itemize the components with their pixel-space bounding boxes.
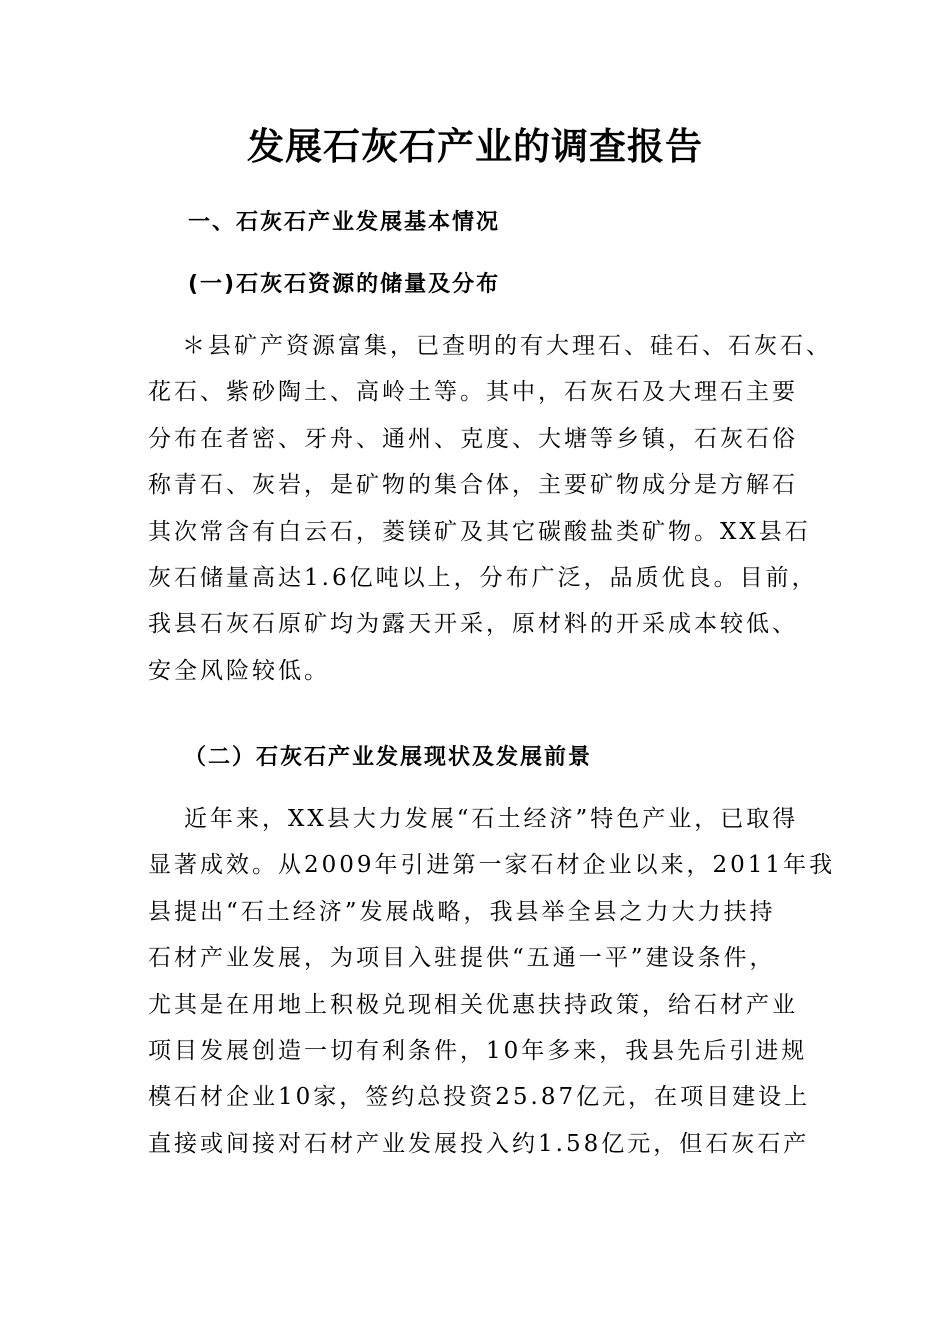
document-title: 发展石灰石产业的调查报告 bbox=[247, 124, 703, 168]
paragraph-line: 其次常含有白云石，菱镁矿及其它碳酸盐类矿物。XX县石 bbox=[148, 518, 811, 545]
paragraph-line: 近年来，XX县大力发展“石土经济”特色产业，已取得 bbox=[184, 806, 799, 832]
paragraph-line: 直接或间接对石材产业发展投入约1.58亿元，但石灰石产 bbox=[148, 1130, 810, 1157]
paragraph-line: 显著成效。从2009年引进第一家石材企业以来，2011年我 bbox=[148, 852, 836, 879]
section-heading-1: 一、石灰石产业发展基本情况 bbox=[188, 210, 501, 235]
paragraph-line: ＊县矿产资源富集，已查明的有大理石、硅石、石灰石、 bbox=[182, 333, 832, 359]
paragraph-line: 县提出“石土经济”发展战略，我县举全县之力大力扶持 bbox=[148, 898, 776, 925]
paragraph-line: 模石材企业10家，签约总投资25.87亿元，在项目建设上 bbox=[148, 1084, 811, 1111]
paragraph-line: 石材产业发展，为项目入驻提供“五通一平”建设条件， bbox=[148, 945, 776, 972]
paragraph-line: 分布在者密、牙舟、通州、克度、大塘等乡镇，石灰石俗 bbox=[148, 425, 798, 452]
paragraph-status bbox=[148, 796, 836, 1167]
subsection-heading-1: (一)石灰石资源的储量及分布 bbox=[188, 272, 501, 297]
paragraph-line: 花石、紫砂陶土、高岭土等。其中，石灰石及大理石主要 bbox=[148, 379, 798, 406]
subsection-heading-2: （二）石灰石产业发展现状及发展前景 bbox=[184, 745, 593, 770]
paragraph-line: 灰石储量高达1.6亿吨以上，分布广泛，品质优良。目前， bbox=[148, 564, 818, 591]
paragraph-line: 尤其是在用地上积极兑现相关优惠扶持政策，给石材产业 bbox=[148, 991, 798, 1018]
paragraph-line: 项目发展创造一切有利条件，10年多来，我县先后引进规 bbox=[148, 1037, 808, 1064]
paragraph-line: 我县石灰石原矿均为露天开采，原材料的开采成本较低、 bbox=[148, 611, 798, 638]
paragraph-resources bbox=[148, 323, 832, 694]
paragraph-line: 称青石、灰岩，是矿物的集合体，主要矿物成分是方解石 bbox=[148, 472, 798, 499]
paragraph-line: 安全风险较低。 bbox=[148, 657, 330, 684]
